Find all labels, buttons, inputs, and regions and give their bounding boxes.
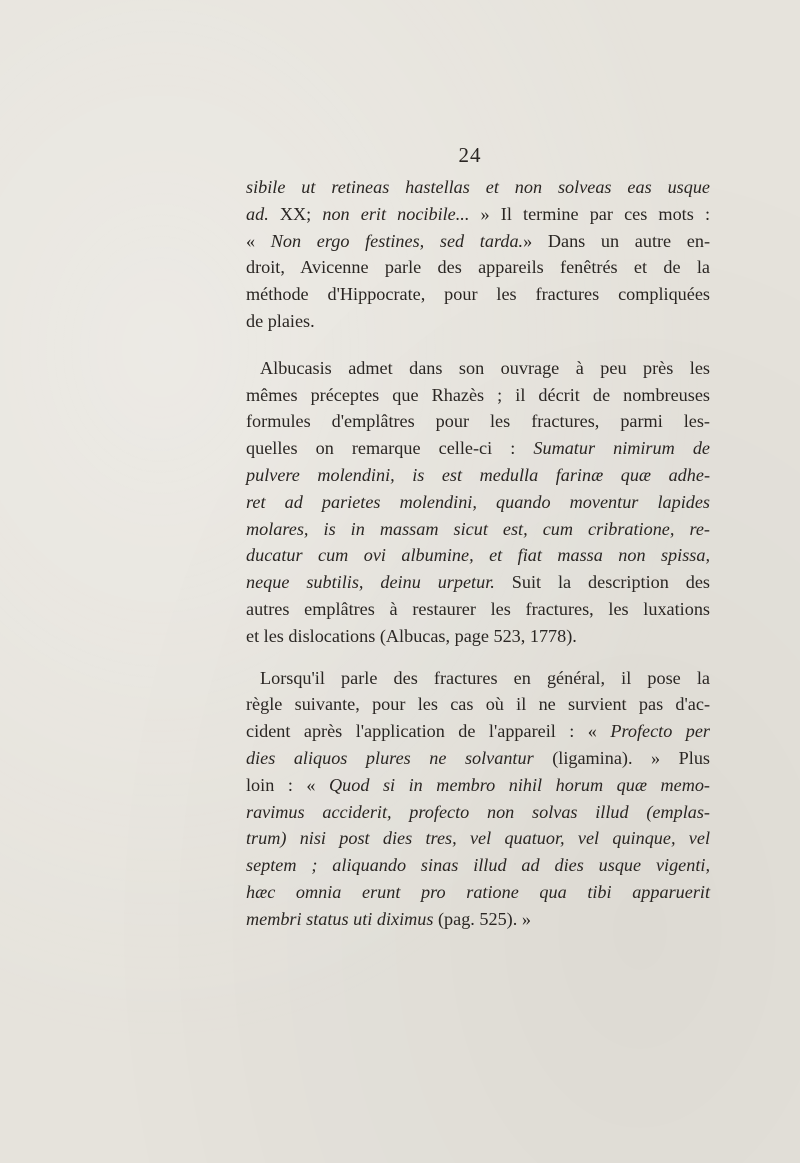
italic-text: pulvere molendini, is est medulla farinæ quæ adhe- — [246, 464, 710, 485]
text-line — [246, 174, 710, 201]
italic-text: membri status uti diximus — [246, 908, 434, 929]
italic-text: septem ; aliquando sinas illud ad dies usque vigenti, — [246, 855, 710, 876]
italic-text: Quod si in membro nihil horum quæ memo- — [329, 774, 710, 795]
roman-text: « — [246, 230, 271, 251]
text-line — [246, 879, 710, 906]
roman-text: quelles on remarque celle-ci : — [246, 438, 534, 459]
italic-text: Non ergo festines, sed tarda. — [270, 230, 524, 251]
italic-text: Profecto per — [610, 721, 710, 742]
text-line — [246, 228, 710, 255]
text-line — [246, 254, 710, 281]
text-line — [246, 596, 710, 623]
roman-text: Suit la description des — [494, 572, 711, 593]
italic-text: Sumatur nimirum de — [533, 438, 710, 459]
text-line — [246, 435, 710, 462]
roman-text: formules d'emplâtres pour les fractures, parmi les- — [246, 411, 710, 432]
text-line — [246, 569, 710, 596]
roman-text: méthode d'Hippocrate, pour les fractures compliquées — [246, 284, 710, 305]
paragraph — [246, 355, 710, 650]
italic-text: trum) nisi post dies tres, vel quatuor, vel quinque, vel — [246, 828, 710, 849]
text-line — [246, 691, 710, 718]
text-line — [246, 772, 710, 799]
roman-text: (ligamina). » Plus — [533, 747, 711, 768]
italic-text: neque subtilis, deinu urpetur. — [246, 572, 495, 593]
roman-text: Lorsqu'il parle des fractures en général, il pose la — [260, 667, 710, 688]
text-line — [246, 308, 710, 335]
text-line — [246, 201, 710, 228]
roman-text: mêmes préceptes que Rhazès ; il décrit de nombreuses — [246, 384, 710, 405]
italic-text: sibile ut retineas hastellas et non solveas eas usque — [246, 177, 710, 197]
text-line — [246, 355, 710, 382]
italic-text: ducatur cum ovi albumine, et fiat massa non spissa, — [246, 545, 710, 566]
text-line — [246, 462, 710, 489]
text-line — [246, 489, 710, 516]
roman-text: XX; — [268, 203, 323, 224]
paragraph-gap — [246, 335, 710, 355]
text-line — [246, 745, 710, 772]
roman-text: » Il termine par ces mots : — [469, 203, 710, 224]
text-line — [246, 516, 710, 543]
text-line — [246, 825, 710, 852]
paragraph-gap — [246, 650, 710, 665]
italic-text: ravimus acciderit, profecto non solvas illud (emplas- — [246, 801, 710, 822]
paragraph — [246, 665, 710, 933]
roman-text: (pag. 525). » — [433, 908, 531, 929]
roman-text: autres emplâtres à restaurer les fractures, les luxations — [246, 598, 710, 619]
text-line — [246, 718, 710, 745]
page-number: 24 — [458, 143, 482, 167]
paragraph — [246, 174, 710, 335]
roman-text: règle suivante, pour les cas où il ne survient pas d'ac- — [246, 694, 710, 715]
italic-text: dies aliquos plures ne solvantur — [246, 747, 534, 768]
body-text — [246, 174, 710, 933]
text-line — [246, 906, 710, 933]
roman-text: cident après l'application de l'appareil : « — [246, 721, 611, 742]
roman-text: » Dans un autre en- — [523, 230, 711, 251]
text-line — [246, 665, 710, 692]
roman-text: de plaies. — [246, 310, 315, 331]
roman-text: Albucasis admet dans son ouvrage à peu près les — [260, 357, 710, 378]
text-line — [246, 852, 710, 879]
roman-text: et les dislocations (Albucas, page 523, 1778). — [246, 625, 577, 646]
text-line — [246, 799, 710, 826]
italic-text: hæc omnia erunt pro ratione qua tibi apparuerit — [246, 881, 710, 902]
text-line — [246, 382, 710, 409]
text-line — [246, 408, 710, 435]
text-line — [246, 281, 710, 308]
text-line — [246, 623, 710, 650]
italic-text: non erit nocibile... — [322, 203, 470, 224]
italic-text: molares, is in massam sicut est, cum cribratione, re- — [246, 518, 710, 539]
italic-text: ret ad parietes molendini, quando moventur lapides — [246, 491, 710, 512]
roman-text: droit, Avicenne parle des appareils fenêtrés et de la — [246, 257, 710, 278]
italic-text: ad. — [246, 203, 269, 224]
roman-text: loin : « — [246, 774, 330, 795]
text-line — [246, 542, 710, 569]
